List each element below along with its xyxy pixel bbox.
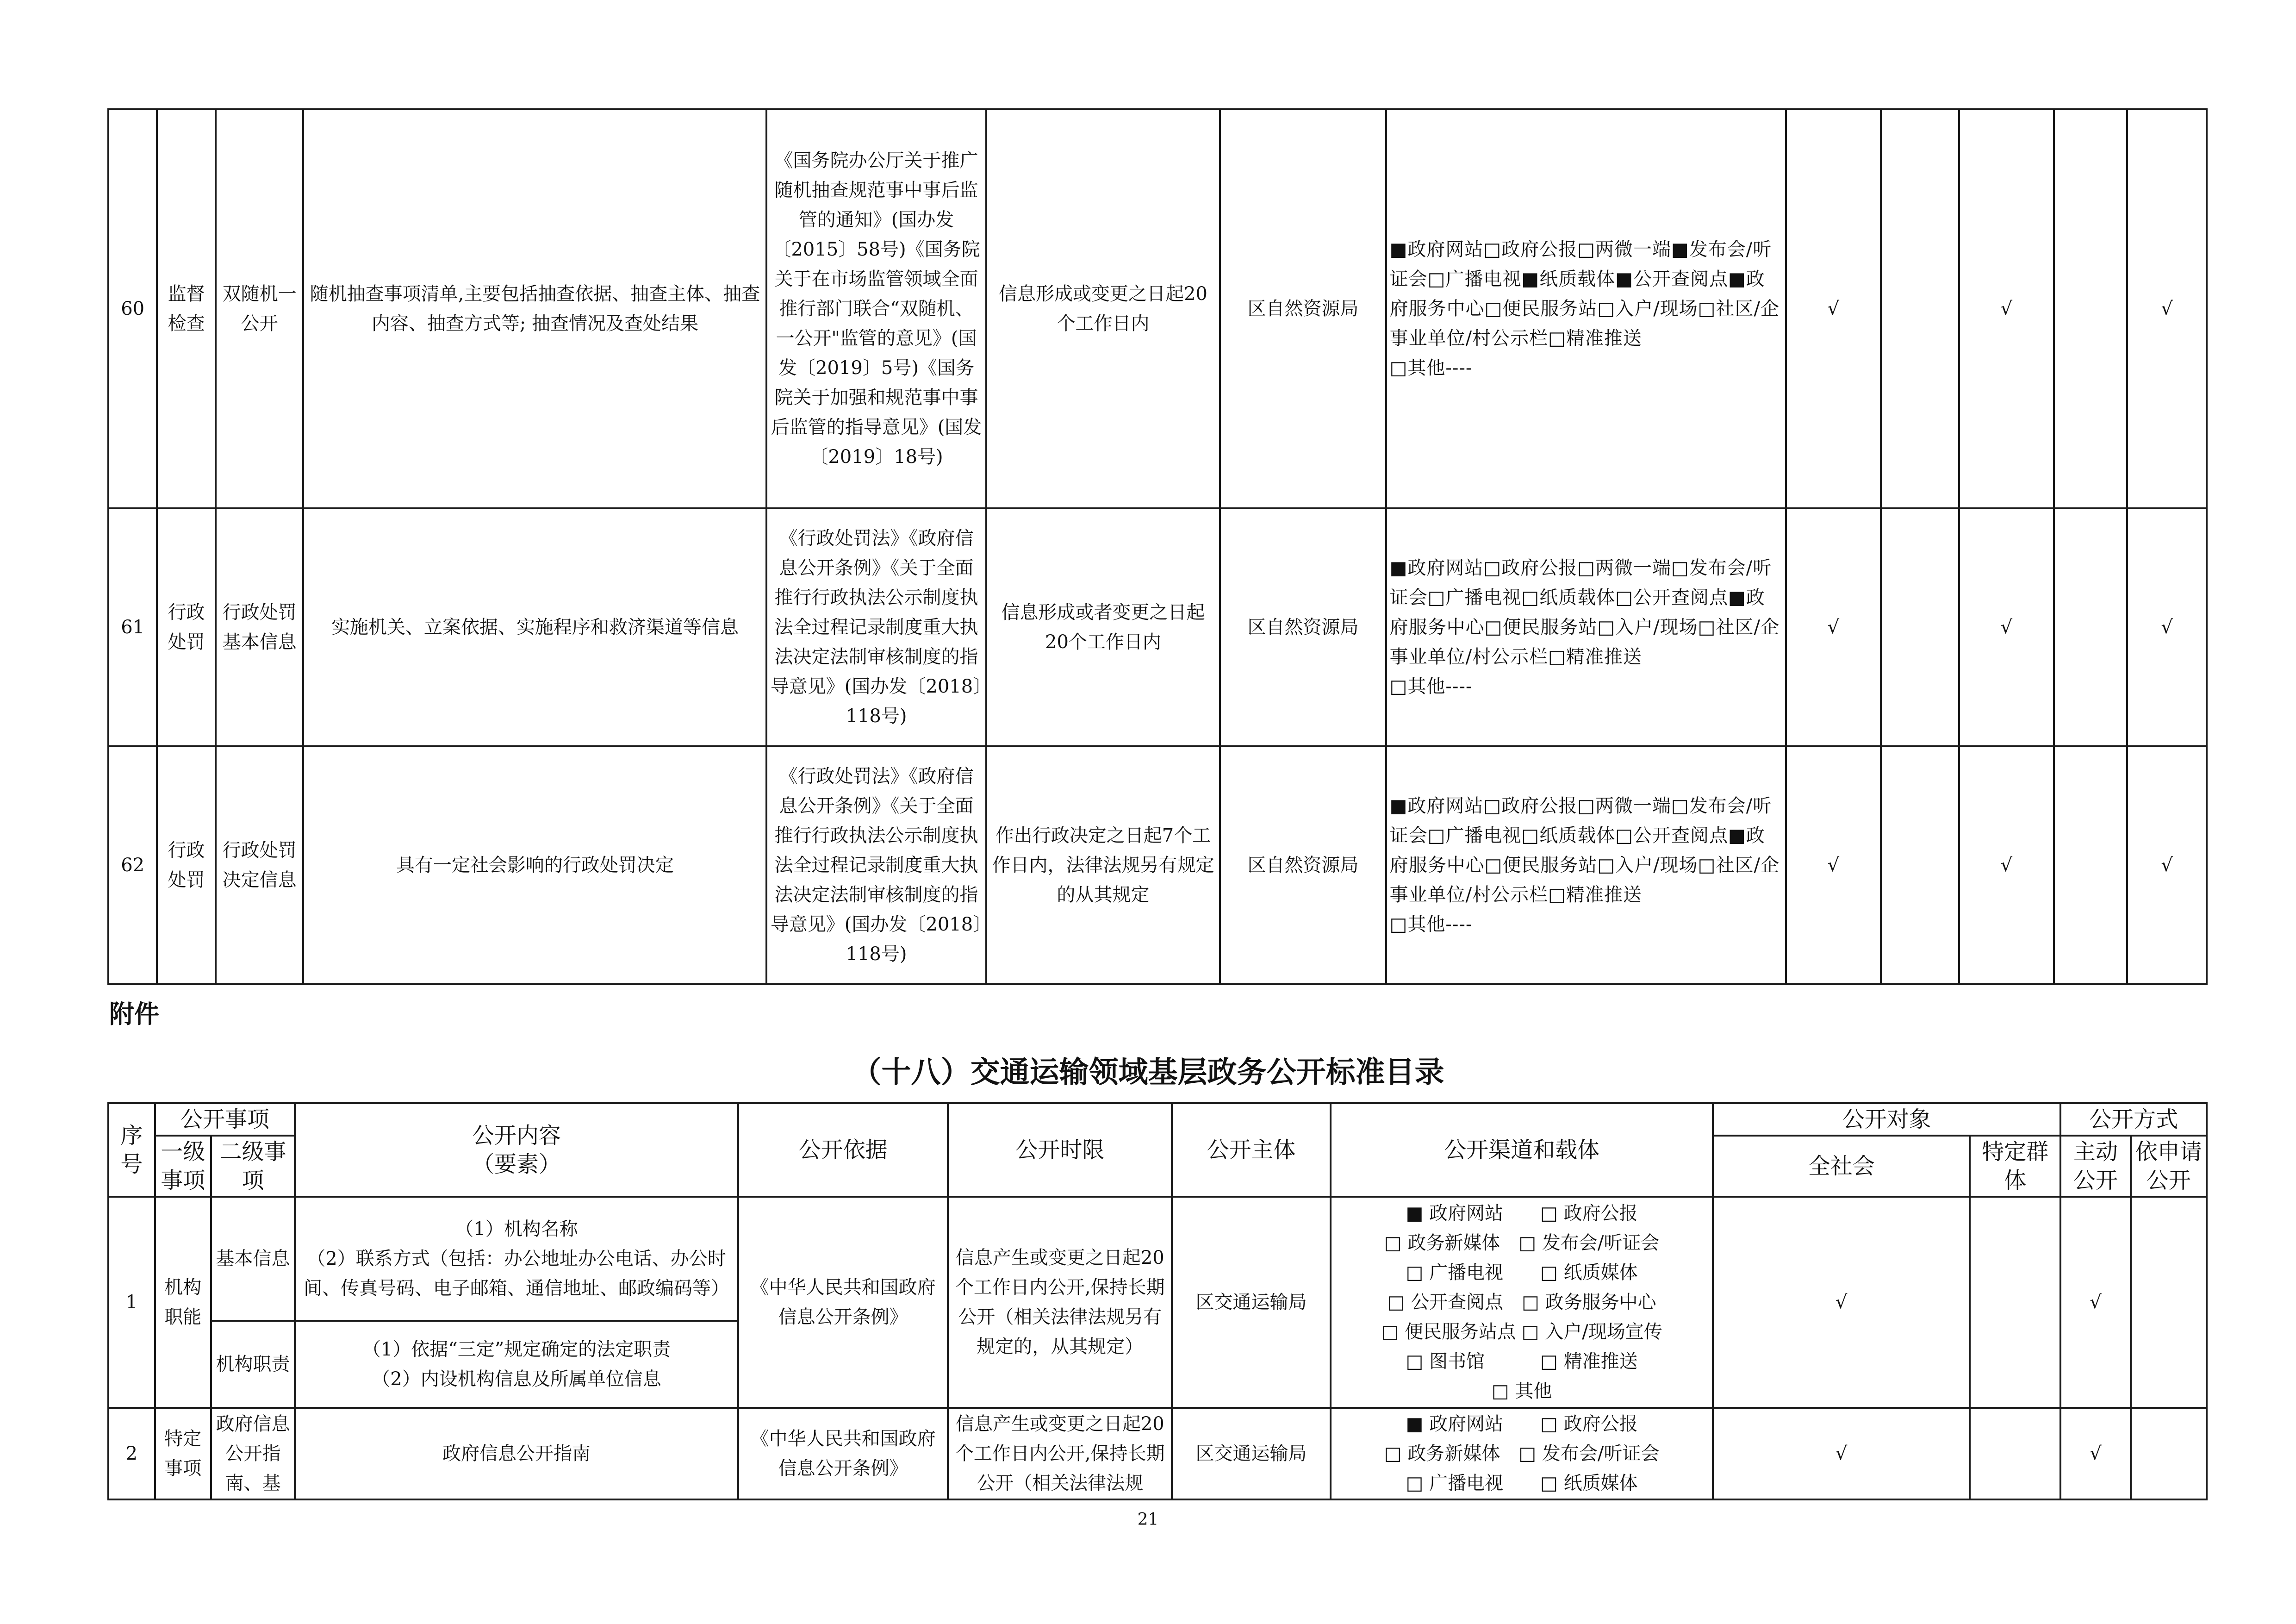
empty-cell — [1881, 508, 1959, 746]
empty-cell — [2131, 1197, 2207, 1408]
row-number: 62 — [108, 746, 157, 984]
previous-catalog-table — [107, 108, 2208, 985]
header-channels: 公开渠道和载体 — [1331, 1103, 1713, 1197]
header-basis: 公开依据 — [738, 1103, 948, 1197]
disclosure-time-limit: 信息产生或变更之日起20个工作日内公开,保持长期公开（相关法律法规另有规定的，从其规定） — [948, 1197, 1172, 1408]
level2-item: 行政处罚基本信息 — [216, 508, 304, 746]
header-time-limit: 公开时限 — [948, 1103, 1172, 1197]
header-content: 公开内容 （要素） — [295, 1103, 738, 1197]
disclosure-basis: 《中华人民共和国政府信息公开条例》 — [738, 1197, 948, 1408]
check-mark: √ — [2060, 1408, 2130, 1499]
header-row — [108, 1103, 2207, 1136]
row-number: 1 — [108, 1197, 155, 1408]
disclosure-subject: 区交通运输局 — [1172, 1197, 1331, 1408]
header-subject: 公开主体 — [1172, 1103, 1331, 1197]
empty-cell — [2131, 1408, 2207, 1499]
level2-item: 政府信息公开指南、基 — [211, 1408, 295, 1499]
empty-cell — [2054, 109, 2127, 508]
disclosure-content: 随机抽查事项清单,主要包括抽查依据、抽查主体、抽查内容、抽查方式等; 抽查情况及查处结果 — [303, 109, 766, 508]
check-mark: √ — [2060, 1197, 2130, 1408]
disclosure-basis: 《行政处罚法》《政府信息公开条例》《关于全面推行行政执法公示制度执法全过程记录制度重大执法决定法制审核制度的指导意见》(国办发〔2018〕118号) — [766, 746, 986, 984]
header-target: 公开对象 — [1713, 1103, 2060, 1136]
level1-item: 行政处罚 — [157, 746, 215, 984]
disclosure-subject: 区自然资源局 — [1220, 746, 1386, 984]
disclosure-time-limit: 信息形成或变更之日起20个工作日内 — [986, 109, 1220, 508]
disclosure-subject: 区自然资源局 — [1220, 109, 1386, 508]
empty-cell — [1970, 1408, 2061, 1499]
check-mark: √ — [1786, 109, 1881, 508]
disclosure-subject: 区交通运输局 — [1172, 1408, 1331, 1499]
check-mark: √ — [2127, 109, 2207, 508]
page-title: （十八）交通运输领域基层政务公开标准目录 — [852, 1056, 1444, 1090]
check-mark: √ — [1713, 1408, 1969, 1499]
disclosure-basis: 《中华人民共和国政府信息公开条例》 — [738, 1408, 948, 1499]
disclosure-content: （1）机构名称 （2）联系方式（包括：办公地址办公电话、办公时间、传真号码、电子邮箱、通信地址、邮政编码等） — [295, 1197, 738, 1321]
empty-cell — [1881, 109, 1959, 508]
page-number: 21 — [1137, 1510, 1159, 1529]
level1-item: 行政处罚 — [157, 508, 215, 746]
disclosure-content: 政府信息公开指南 — [295, 1408, 738, 1499]
header-on-request: 依申请公开 — [2131, 1136, 2207, 1197]
disclosure-channels: ■ 政府网站 □ 政府公报 □ 政务新媒体 □ 发布会/听证会 □ 广播电视 □ 纸质媒体 □ 公开查阅点 □ 政务服务中心 □ 便民服务站点 □ 入户/现场宣传 □ 图书馆 □ 精准推送 □ 其他 — [1331, 1197, 1713, 1408]
header-level2: 二级事项 — [211, 1136, 295, 1197]
disclosure-basis: 《行政处罚法》《政府信息公开条例》《关于全面推行行政执法公示制度执法全过程记录制度重大执法决定法制审核制度的指导意见》(国办发〔2018〕118号) — [766, 508, 986, 746]
transport-catalog-table — [107, 1102, 2208, 1500]
disclosure-time-limit: 信息产生或变更之日起20个工作日内公开,保持长期公开（相关法律法规 — [948, 1408, 1172, 1499]
header-active: 主动公开 — [2060, 1136, 2130, 1197]
level1-item: 机构职能 — [155, 1197, 211, 1408]
disclosure-subject: 区自然资源局 — [1220, 508, 1386, 746]
attachment-label: 附件 — [109, 999, 159, 1029]
disclosure-basis: 《国务院办公厅关于推广随机抽查规范事中事后监管的通知》(国办发〔2015〕58号)《国务院关于在市场监管领域全面推行部门联合“双随机、一公开"监管的意见》(国发〔2019〕5号)《国务院关于加强和规范事中事后监管的指导意见》(国发〔2019〕18号) — [766, 109, 986, 508]
disclosure-time-limit: 作出行政决定之日起7个工作日内，法律法规另有规定的从其规定 — [986, 746, 1220, 984]
check-mark: √ — [2127, 508, 2207, 746]
check-mark: √ — [1959, 746, 2054, 984]
table-row — [108, 1197, 2207, 1321]
level2-item: 基本信息 — [211, 1197, 295, 1321]
level1-item: 特定事项 — [155, 1408, 211, 1499]
disclosure-channels: ■ 政府网站 □ 政府公报 □ 政务新媒体 □ 发布会/听证会 □ 广播电视 □ 纸质媒体 — [1331, 1408, 1713, 1499]
disclosure-content: （1）依据“三定”规定确定的法定职责 （2）内设机构信息及所属单位信息 — [295, 1321, 738, 1408]
row-number: 61 — [108, 508, 157, 746]
table-row — [108, 109, 2207, 508]
empty-cell — [1881, 746, 1959, 984]
header-specific-group: 特定群体 — [1970, 1136, 2061, 1197]
empty-cell — [1970, 1197, 2061, 1408]
table-row — [108, 1408, 2207, 1499]
header-method: 公开方式 — [2060, 1103, 2207, 1136]
disclosure-channels: ■政府网站□政府公报□两微一端□发布会/听证会□广播电视□纸质载体□公开查阅点■政府服务中心□便民服务站□入户/现场□社区/企事业单位/村公示栏□精准推送 □其他---- — [1386, 508, 1786, 746]
check-mark: √ — [2127, 746, 2207, 984]
row-number: 2 — [108, 1408, 155, 1499]
level2-item: 行政处罚决定信息 — [216, 746, 304, 984]
disclosure-channels: ■政府网站□政府公报□两微一端□发布会/听证会□广播电视□纸质载体□公开查阅点■政府服务中心□便民服务站□入户/现场□社区/企事业单位/村公示栏□精准推送 □其他---- — [1386, 746, 1786, 984]
header-all-society: 全社会 — [1713, 1136, 1969, 1197]
check-mark: √ — [1786, 508, 1881, 746]
level2-item: 双随机一公开 — [216, 109, 304, 508]
check-mark: √ — [1786, 746, 1881, 984]
empty-cell — [2054, 508, 2127, 746]
table-row — [108, 508, 2207, 746]
header-serial-number: 序号 — [108, 1103, 155, 1197]
header-items: 公开事项 — [155, 1103, 295, 1136]
row-number: 60 — [108, 109, 157, 508]
disclosure-content: 具有一定社会影响的行政处罚决定 — [303, 746, 766, 984]
disclosure-content: 实施机关、立案依据、实施程序和救济渠道等信息 — [303, 508, 766, 746]
disclosure-time-limit: 信息形成或者变更之日起20个工作日内 — [986, 508, 1220, 746]
level2-item: 机构职责 — [211, 1321, 295, 1408]
level1-item: 监督检查 — [157, 109, 215, 508]
header-level1: 一级事项 — [155, 1136, 211, 1197]
check-mark: √ — [1959, 109, 2054, 508]
check-mark: √ — [1959, 508, 2054, 746]
empty-cell — [2054, 746, 2127, 984]
disclosure-channels: ■政府网站□政府公报□两微一端■发布会/听证会□广播电视■纸质载体■公开查阅点■政府服务中心□便民服务站□入户/现场□社区/企事业单位/村公示栏□精准推送 □其他---- — [1386, 109, 1786, 508]
table-row — [108, 746, 2207, 984]
check-mark: √ — [1713, 1197, 1969, 1408]
